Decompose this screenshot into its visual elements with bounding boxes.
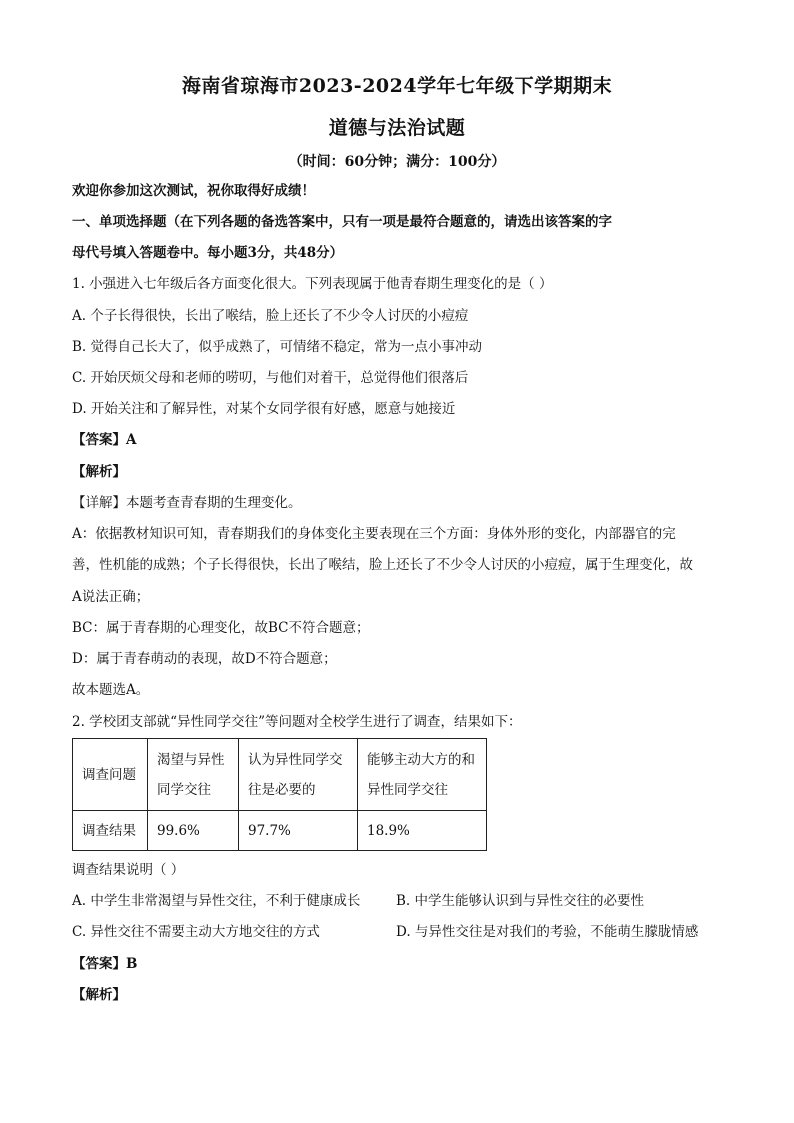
cell-line: 往是必要的: [248, 781, 316, 798]
table-cell: [73, 739, 148, 811]
question-1-answer: 【答案】A: [72, 432, 137, 448]
table-row: [73, 811, 487, 851]
question-2-option-a: A. 中学生非常渴望与异性交往，不利于健康成长: [72, 893, 361, 909]
section-heading-line1: 一、单项选择题（在下列各题的备选答案中，只有一项是最符合题意的，请选出该答案的字: [72, 214, 612, 230]
question-1-option-c: C. 开始厌烦父母和老师的唠叨，与他们对着干，总觉得他们很落后: [72, 370, 469, 386]
question-2-option-b: B. 中学生能够认识到与异性交往的必要性: [396, 893, 645, 909]
table-cell: [358, 739, 487, 811]
question-1-explain-d: D：属于青春萌动的表现，故D不符合题意；: [72, 651, 337, 667]
cell-line: 同学交往: [157, 781, 211, 798]
table-cell: 调查结果: [73, 811, 148, 851]
cell-line: 渴望与异性: [157, 751, 225, 768]
question-2-result-prompt: 调查结果说明（ ）: [72, 862, 185, 878]
cell-line: 调查问题: [82, 766, 136, 783]
question-1-explain-a-2: 善，性机能的成熟；个子长得很快，长出了喉结，脸上还长了不少令人讨厌的小痘痘，属于生理变化，故: [72, 557, 693, 573]
cell-line: 异性同学交往: [367, 781, 448, 798]
table-row: [73, 739, 487, 811]
table-cell: [239, 739, 358, 811]
question-2-option-d: D. 与异性交往是对我们的考验，不能萌生朦胧情感: [396, 924, 699, 940]
question-2-option-c: C. 异性交往不需要主动大方地交往的方式: [72, 924, 320, 940]
table-cell: 97.7%: [239, 811, 358, 851]
question-1-explain-a-3: A说法正确；: [72, 589, 150, 605]
table-cell: 99.6%: [148, 811, 239, 851]
cell-line: 认为异性同学交: [248, 751, 343, 768]
section-heading-line2: 母代号填入答题卷中。每小题3分，共48分）: [72, 245, 344, 261]
question-1-conclusion: 故本题选A。: [72, 682, 150, 698]
question-2-stem: 2. 学校团支部就“异性同学交往”等问题对全校学生进行了调查，结果如下：: [72, 714, 522, 730]
question-1-detail: 【详解】本题考查青春期的生理变化。: [72, 495, 302, 511]
question-1-explain-bc: BC：属于青春期的心理变化，故BC不符合题意；: [72, 620, 370, 636]
question-2-analysis-label: 【解析】: [72, 987, 126, 1003]
question-1-explain-a-1: A：依据教材知识可知，青春期我们的身体变化主要表现在三个方面：身体外形的变化，内部器官的完: [72, 526, 676, 542]
exam-title-line2: 道德与法治试题: [328, 117, 466, 139]
exam-title-line1: 海南省琼海市2023-2024学年七年级下学期期末: [181, 75, 613, 97]
question-2-answer: 【答案】B: [72, 956, 138, 972]
question-1-option-b: B. 觉得自己长大了，似乎成熟了，可情绪不稳定，常为一点小事冲动: [72, 339, 483, 355]
question-1-option-d: D. 开始关注和了解异性，对某个女同学很有好感，愿意与她接近: [72, 401, 456, 417]
question-1-analysis-label: 【解析】: [72, 464, 126, 480]
table-cell: [148, 739, 239, 811]
survey-table: [72, 738, 487, 851]
exam-info: （时间：60分钟；满分：100分）: [288, 154, 506, 170]
greeting: 欢迎你参加这次测试，祝你取得好成绩！: [72, 183, 315, 199]
table-cell: 18.9%: [358, 811, 487, 851]
question-1-option-a: A. 个子长得很快，长出了喉结，脸上还长了不少令人讨厌的小痘痘: [72, 308, 469, 324]
question-1-stem: 1. 小强进入七年级后各方面变化很大。下列表现属于他青春期生理变化的是（ ）: [72, 276, 553, 292]
cell-line: 能够主动大方的和: [367, 751, 475, 768]
